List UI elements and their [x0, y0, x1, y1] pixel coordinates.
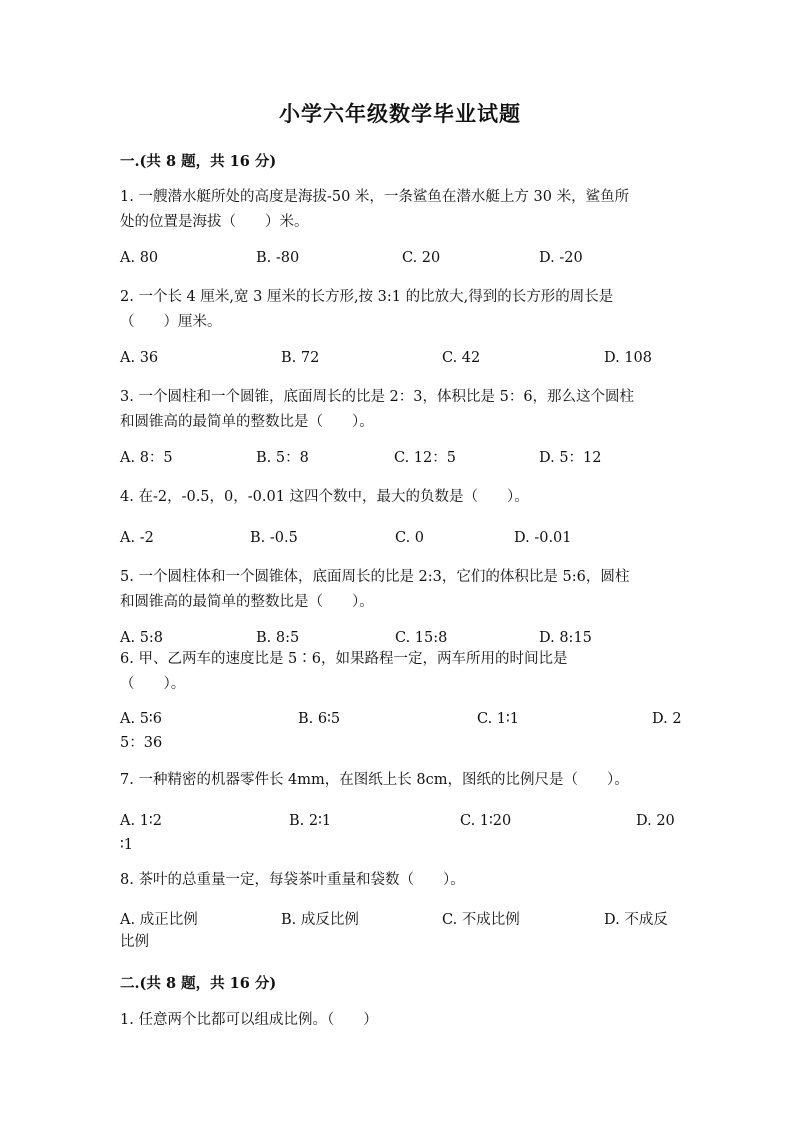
question-line: 4. 在-2，-0.5，0，-0.01 这四个数中，最大的负数是（ ）。 — [120, 489, 529, 505]
option-d-continued: ∶1 — [120, 837, 133, 853]
option-c: C. 12：5 — [394, 450, 456, 466]
option-b: B. -80 — [256, 250, 300, 266]
option-d: D. 不成反 — [604, 912, 668, 928]
option-c: C. 0 — [395, 530, 425, 546]
question-1-1 — [120, 185, 680, 235]
question-line: 5. 一个圆柱体和一个圆锥体，底面周长的比是 2:3，它们的体积比是 5:6，圆柱 — [120, 569, 630, 585]
option-a: A. 80 — [120, 250, 159, 266]
option-b: B. 8:5 — [256, 630, 300, 646]
option-c: C. 20 — [402, 250, 441, 266]
option-c: C. 1∶1 — [477, 711, 520, 727]
question-line: 3. 一个圆柱和一个圆锥，底面周长的比是 2：3，体积比是 5：6，那么这个圆柱 — [120, 389, 635, 405]
option-b: B. 2∶1 — [289, 813, 332, 829]
question-line: （ ）厘米。 — [120, 314, 222, 330]
question-line: 6. 甲、乙两车的速度比是 5∶6，如果路程一定，两车所用的时间比是 — [120, 651, 568, 667]
option-a: A. 成正比例 — [120, 912, 198, 928]
option-b: B. 成反比例 — [281, 912, 359, 928]
option-b: B. 6∶5 — [298, 711, 341, 727]
question-line: 和圆锥高的最简单的整数比是（ ）。 — [120, 594, 374, 610]
option-c: C. 15:8 — [395, 630, 448, 646]
option-d: D. 20 — [636, 813, 675, 829]
option-d: D. 108 — [604, 350, 653, 366]
option-d: D. 8:15 — [539, 630, 592, 646]
question-line: 2. 一个长 4 厘米,宽 3 厘米的长方形,按 3:1 的比放大,得到的长方形的周长是 — [120, 289, 614, 305]
option-d: D. 2 — [652, 711, 682, 727]
option-d: D. -20 — [539, 250, 583, 266]
option-a: A. 36 — [120, 350, 159, 366]
question-1-8 — [120, 868, 680, 893]
option-a: A. 5∶6 — [120, 711, 162, 727]
option-d: D. -0.01 — [514, 530, 572, 546]
option-b: B. 5：8 — [256, 450, 309, 466]
section-1-heading: 一.(共 8 题，共 16 分) — [120, 153, 277, 170]
question-1-5 — [120, 565, 680, 615]
option-d-continued: 比例 — [120, 934, 149, 950]
question-2-1 — [120, 1008, 680, 1033]
question-line: 1. 任意两个比都可以组成比例。（ ） — [120, 1012, 378, 1028]
section-2-heading: 二.(共 8 题，共 16 分) — [120, 975, 277, 992]
option-c: C. 不成比例 — [442, 912, 520, 928]
option-d: D. 5：12 — [539, 450, 602, 466]
question-1-4 — [120, 485, 680, 510]
option-a: A. 1∶2 — [120, 813, 162, 829]
question-1-2 — [120, 285, 680, 335]
option-a: A. -2 — [120, 530, 154, 546]
option-a: A. 8：5 — [120, 450, 173, 466]
question-line: 8. 茶叶的总重量一定，每袋茶叶重量和袋数（ ）。 — [120, 872, 465, 888]
option-b: B. 72 — [281, 350, 320, 366]
question-line: （ ）。 — [120, 676, 186, 692]
option-c: C. 1∶20 — [460, 813, 512, 829]
option-b: B. -0.5 — [250, 530, 298, 546]
question-line: 7. 一种精密的机器零件长 4mm，在图纸上长 8cm，图纸的比例尺是（ ）。 — [120, 772, 629, 788]
question-line: 1. 一艘潜水艇所处的高度是海拔-50 米，一条鲨鱼在潜水艇上方 30 米，鲨鱼所 — [120, 189, 630, 205]
option-a: A. 5:8 — [120, 630, 164, 646]
question-1-7 — [120, 768, 680, 793]
question-line: 处的位置是海拔（ ）米。 — [120, 214, 309, 230]
question-line: 和圆锥高的最简单的整数比是（ ）。 — [120, 414, 374, 430]
page-title: 小学六年级数学毕业试题 — [279, 101, 521, 126]
option-c: C. 42 — [442, 350, 481, 366]
option-d-continued: 5：36 — [120, 735, 163, 751]
question-1-3 — [120, 385, 680, 435]
question-1-6 — [120, 647, 680, 697]
